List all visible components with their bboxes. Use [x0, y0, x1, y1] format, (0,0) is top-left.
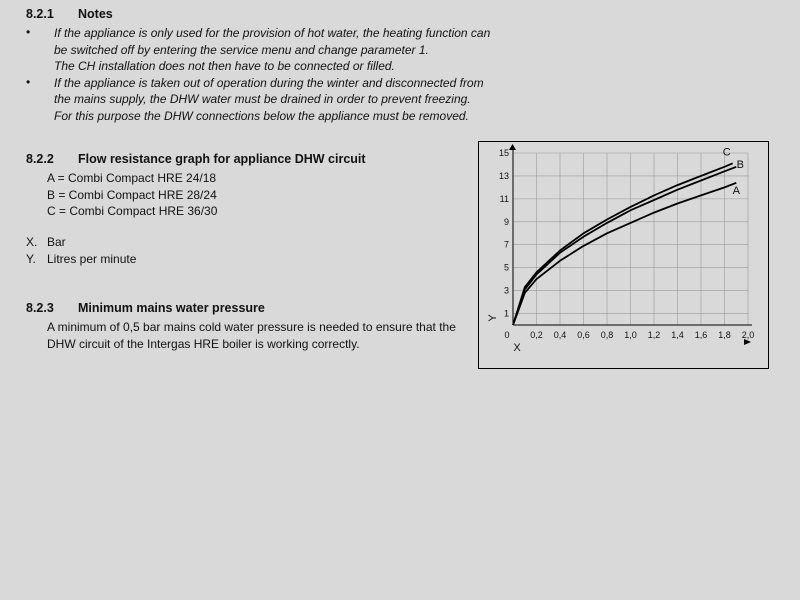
x-tick-label: 2,0: [741, 330, 755, 340]
section-number: 8.2.2: [26, 152, 54, 166]
pressure-paragraph: [47, 319, 456, 352]
x-tick-label: 1,4: [671, 330, 684, 340]
series-label-a: A: [732, 184, 740, 197]
flow-resistance-chart: [478, 141, 769, 369]
note-line: If the appliance is only used for the provision of hot water, the heating function can: [54, 26, 491, 40]
y-tick-label: 9: [503, 216, 509, 227]
x-tick-label: 0,2: [530, 330, 543, 340]
paragraph-line: DHW circuit of the Intergas HRE boiler is working correctly.: [47, 336, 360, 351]
series-label-c: C: [722, 146, 731, 159]
axes-key-letter: X.: [26, 235, 38, 249]
x-tick-label: 0: [504, 330, 510, 340]
list-item: [26, 75, 486, 125]
section-title: Flow resistance graph for appliance DHW circuit: [78, 152, 366, 166]
bullet-icon: •: [26, 74, 31, 89]
y-tick-label: 15: [498, 148, 509, 158]
note-line: The CH installation does not then have to be connected or filled.: [54, 59, 395, 73]
x-tick-label: 1,8: [718, 330, 731, 340]
bullet-icon: •: [26, 25, 31, 39]
x-tick-label: 1,6: [694, 330, 708, 340]
note-line: be switched off by entering the service menu and change parameter 1.: [54, 42, 429, 57]
y-axis-arrow-icon: [509, 144, 516, 150]
y-tick-label: 11: [499, 193, 509, 204]
axes-key-text: Litres per minute: [47, 251, 137, 266]
series-line-b: [513, 167, 736, 325]
model-legend: [47, 170, 217, 220]
y-tick-label: 13: [498, 170, 509, 181]
x-tick-label: 0,6: [577, 330, 590, 340]
y-tick-label: 1: [503, 308, 509, 319]
list-item: [26, 25, 491, 75]
axes-key-text: Bar: [47, 235, 66, 249]
legend-item: B = Combi Compact HRE 28/24: [47, 187, 217, 202]
y-tick-label: 3: [503, 285, 509, 296]
chart-svg: [479, 142, 768, 368]
y-tick-label: 5: [503, 262, 509, 273]
section-number: 8.2.3: [26, 301, 54, 315]
section-number: 8.2.1: [26, 7, 54, 21]
series-line-c: [513, 163, 733, 325]
note-line: For this purpose the DHW connections below the appliance must be removed.: [54, 108, 469, 123]
paragraph-line: A minimum of 0,5 bar mains cold water pressure is needed to ensure that the: [47, 320, 456, 334]
legend-item: C = Combi Compact HRE 36/30: [47, 204, 218, 218]
axes-key-row: [26, 251, 136, 268]
series-label-b: B: [736, 158, 744, 171]
axes-key-letter: Y.: [26, 251, 36, 266]
note-line: the mains supply, the DHW water must be drained in order to prevent freezing.: [54, 92, 471, 106]
series-line-a: [513, 183, 736, 325]
x-tick-label: 0,4: [553, 330, 567, 340]
note-line: If the appliance is taken out of operation during the winter and disconnected from: [54, 75, 484, 90]
section-title: Notes: [78, 7, 113, 21]
y-tick-label: 7: [503, 239, 509, 250]
axes-key-row: [26, 234, 136, 251]
y-axis-label: Y: [487, 314, 499, 322]
legend-item: A = Combi Compact HRE 24/18: [47, 171, 217, 185]
x-tick-label: 1,2: [647, 330, 661, 340]
x-axis-label: X: [513, 342, 521, 354]
axes-key: [26, 234, 136, 267]
x-tick-label: 0,8: [600, 330, 614, 340]
notes-list: [26, 25, 491, 124]
x-tick-label: 1,0: [624, 330, 637, 340]
section-title: Minimum mains water pressure: [78, 301, 265, 315]
